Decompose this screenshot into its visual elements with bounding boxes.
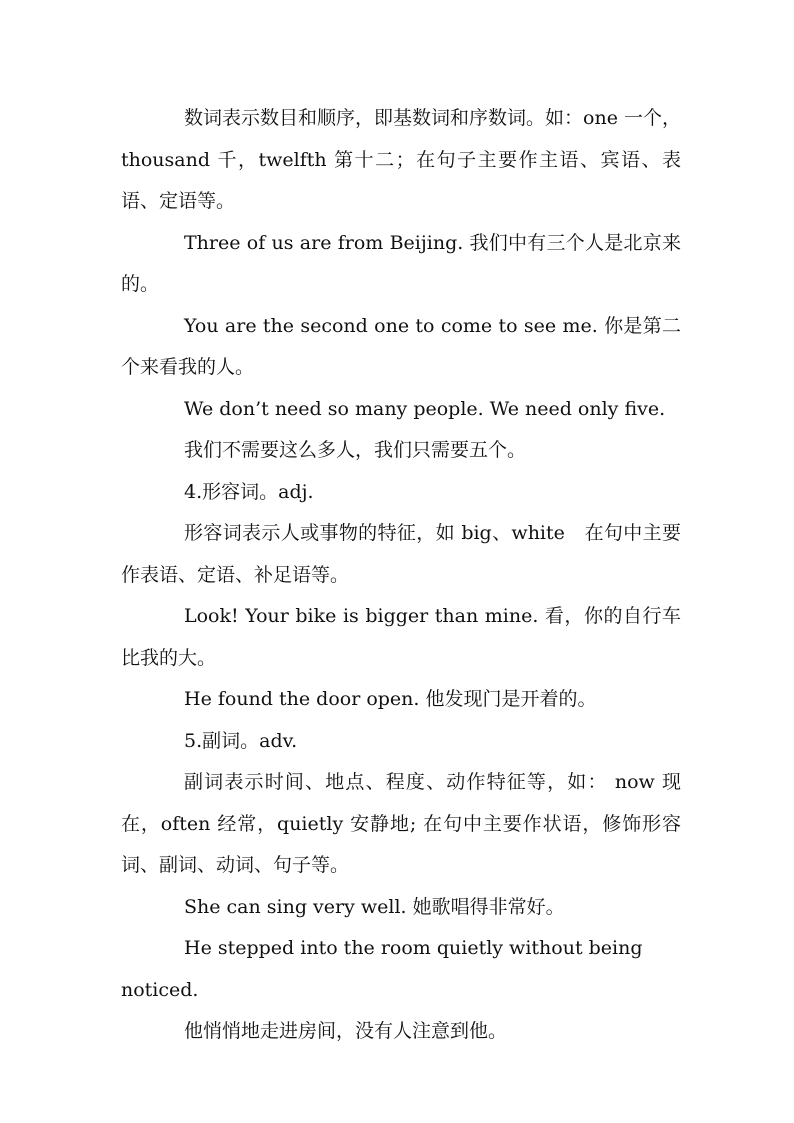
paragraph-translation-stepped: 他悄悄地走进房间，没有人注意到他。: [184, 1020, 508, 1042]
paragraph-example-stepped: He stepped into the room quietly without being noticed.: [121, 937, 643, 1001]
paragraph-example-three-of-us: Three of us are from Beijing. 我们中有三个人是北京来的。: [121, 231, 681, 295]
paragraph-example-sing: She can sing very well. 她歌唱得非常好。: [184, 895, 565, 918]
paragraph-example-second-one: You are the second one to come to see me. 你是第二个来看我的人。: [121, 314, 681, 378]
paragraph-example-door-open: He found the door open. 他发现门是开着的。: [184, 688, 597, 710]
heading-adverb: 5.副词。adv.: [184, 729, 298, 752]
paragraph-translation-dont-need: 我们不需要这么多人，我们只需要五个。: [184, 439, 527, 461]
paragraph-numerals-definition: 数词表示数目和顺序，即基数词和序数词。如：one 一个，thousand 千，twelfth 第十二；在句子主要作主语、宾语、表语、定语等。: [121, 107, 681, 212]
paragraph-adjective-definition: 形容词表示人或事物的特征，如 big、white 在句中主要作表语、定语、补足语等。: [121, 522, 681, 586]
heading-adjective: 4.形容词。adj.: [184, 480, 314, 503]
paragraph-example-dont-need: We don’t need so many people. We need only five.: [184, 397, 666, 420]
paragraph-example-bike: Look! Your bike is bigger than mine. 看，你的自行车比我的大。: [121, 605, 681, 669]
paragraph-adverb-definition: 副词表示时间、地点、程度、动作特征等，如： now 现在，often 经常，quietly 安静地; 在句中主要作状语，修饰形容词、副词、动词、句子等。: [121, 771, 681, 876]
document-body: [121, 98, 681, 1053]
